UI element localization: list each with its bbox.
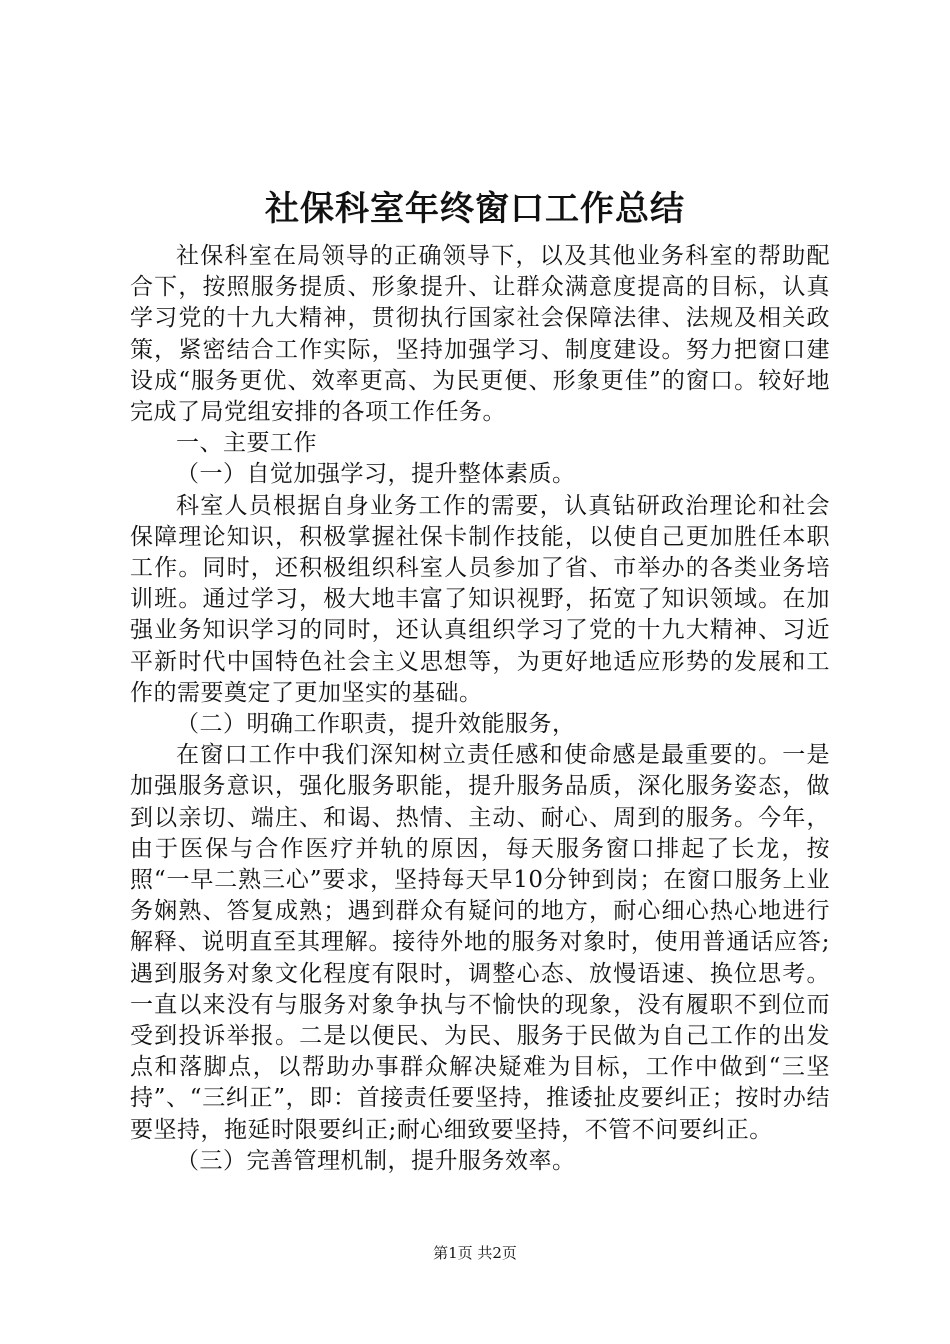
subsection-heading-3: （三）完善管理机制，提升服务效率。 xyxy=(176,1147,576,1174)
page-footer: 第1页 共2页 xyxy=(433,1244,517,1262)
subsection-heading-2: （二）明确工作职责，提升效能服务， xyxy=(176,711,576,738)
paragraph-service: 在窗口工作中我们深知树立责任感和使命感是最重要的。一是加强服务意识，强化服务职能，提升服务品质，深化服务姿态，做到以亲切、端庄、和谒、热情、主动、耐心、周到的服务。今年，由于医保与合作医疗并轨的原因，每天服务窗口排起了长龙，按照“一早二熟三心”要求，坚持每天早10分钟到岗；在窗口服务上业务娴熟、答复成熟；遇到群众有疑问的地方，耐心细心热心地进行解释、说明直至其理解。接待外地的服务对象时，使用普通话应答;遇到服务对象文化程度有限时，调整心态、放慢语速、换位思考。一直以来没有与服务对象争执与不愉快的现象，没有履职不到位而受到投诉举报。二是以便民、为民、服务于民做为自己工作的出发点和落脚点，以帮助办事群众解决疑难为目标，工作中做到“三坚持”、“三纠正”，即：首接责任要坚持，推诿扯皮要纠正；按时办结要坚持，拖延时限要纠正;耐心细致要坚持，不管不问要纠正。 xyxy=(130,742,830,1143)
document-title: 社保科室年终窗口工作总结 xyxy=(265,189,685,229)
subsection-heading-1: （一）自觉加强学习，提升整体素质。 xyxy=(176,461,576,488)
paragraph-study: 科室人员根据自身业务工作的需要，认真钻研政治理论和社会保障理论知识，积极掌握社保卡制作技能，以使自己更加胜任本职工作。同时，还积极组织科室人员参加了省、市举办的各类业务培训班。通过学习，极大地丰富了知识视野，拓宽了知识领域。在加强业务知识学习的同时，还认真组织学习了党的十九大精神、习近平新时代中国特色社会主义思想等，为更好地适应形势的发展和工作的需要奠定了更加坚实的基础。 xyxy=(130,492,830,706)
document-body xyxy=(130,241,830,1177)
paragraph-intro: 社保科室在局领导的正确领导下，以及其他业务科室的帮助配合下，按照服务提质、形象提升、让群众满意度提高的目标，认真学习党的十九大精神，贯彻执行国家社会保障法律、法规及相关政策，紧密结合工作实际，坚持加强学习、制度建设。努力把窗口建设成“服务更优、效率更高、为民更便、形象更佳”的窗口。较好地完成了局党组安排的各项工作任务。 xyxy=(130,243,830,426)
section-heading-main-work: 一、主要工作 xyxy=(176,430,317,457)
